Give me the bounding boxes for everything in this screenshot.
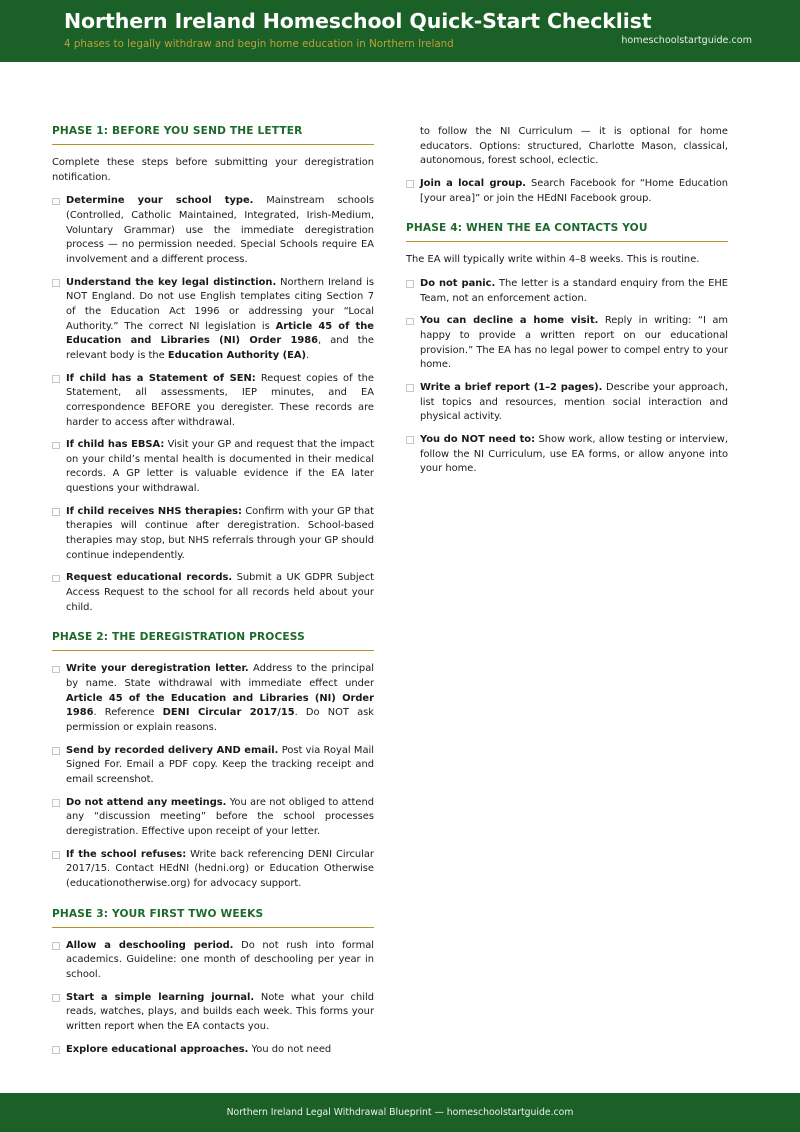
phase-2-checklist xyxy=(52,662,374,891)
checklist-item-lead: You can decline a home visit. xyxy=(420,315,599,327)
checklist-item-text xyxy=(420,314,728,373)
checklist-item[interactable] xyxy=(52,939,374,983)
phase-3-checklist xyxy=(52,939,374,1058)
checkbox-icon[interactable] xyxy=(406,436,414,444)
checkbox-icon[interactable] xyxy=(406,318,414,326)
checkbox-icon[interactable] xyxy=(52,575,60,583)
checkbox-icon[interactable] xyxy=(52,1046,60,1054)
checklist-item[interactable] xyxy=(52,796,374,840)
checklist-item-text xyxy=(66,276,374,364)
checklist-item[interactable] xyxy=(52,991,374,1035)
left-column xyxy=(52,125,374,1057)
checklist-item-body: Write back referencing DENI Circular 2017/15. Contact HEdNI (hedni.org) or Education Otherwise (educationotherwise.org) for advocacy support. xyxy=(66,848,374,889)
page-body xyxy=(0,62,800,1057)
checklist-item-body: Northern Ireland is NOT England. Do not use English templates citing Section 7 of the Education Act 1996 or addressing your “Local Authority.” The correct NI legislation is Article 45 of the Education and Libraries (NI) Order 1986, and the relevant body is the Education Authority (EA). xyxy=(66,276,374,361)
checklist-item-text xyxy=(420,177,728,206)
checklist-item-text xyxy=(66,991,374,1035)
section-phase-1 xyxy=(52,125,374,615)
checklist-item-lead: Write your deregistration letter. xyxy=(66,663,249,675)
checklist-item-lead: You do NOT need to: xyxy=(420,433,536,445)
checklist-item-lead: Do not attend any meetings. xyxy=(66,796,227,808)
checklist-item[interactable] xyxy=(406,433,728,477)
checklist-item-text xyxy=(66,194,374,267)
checklist-item[interactable] xyxy=(406,177,728,206)
phase-4-checklist xyxy=(406,277,728,477)
checklist-item-text xyxy=(66,438,374,497)
section-heading-phase-4: PHASE 4: WHEN THE EA CONTACTS YOU xyxy=(406,222,648,235)
checklist-item-body: Show work, allow testing or interview, follow the NI Curriculum, use EA forms, or allow anyone into your home. xyxy=(420,433,728,475)
checklist-item-body: Submit a UK GDPR Subject Access Request to the school for all records held about your child. xyxy=(66,572,374,613)
checklist-item-body: You are not obliged to attend any “discussion meeting” before the school processes deregistration. Effective upon receipt of your letter. xyxy=(66,796,374,837)
checklist-item-lead: Do not panic. xyxy=(420,277,496,289)
checkbox-icon[interactable] xyxy=(52,198,60,206)
checklist-item[interactable] xyxy=(52,372,374,431)
checklist-item[interactable] xyxy=(52,505,374,564)
checklist-item[interactable] xyxy=(406,314,728,373)
checklist-item-text xyxy=(420,433,728,477)
checklist-item-text xyxy=(66,505,374,564)
site-url: homeschoolstartguide.com xyxy=(621,35,752,46)
section-phase-2 xyxy=(52,631,374,891)
checklist-item-text xyxy=(420,381,728,425)
page-footer xyxy=(0,1093,800,1132)
checkbox-icon[interactable] xyxy=(52,747,60,755)
checklist-item-lead: Join a local group. xyxy=(420,177,527,189)
checkbox-icon[interactable] xyxy=(52,799,60,807)
checklist-item-lead: Send by recorded delivery AND email. xyxy=(66,744,279,756)
section-rule xyxy=(52,927,374,928)
checklist-item-lead: Explore educational approaches. xyxy=(66,1043,249,1055)
checkbox-icon[interactable] xyxy=(406,280,414,288)
checklist-item-lead: Understand the key legal distinction. xyxy=(66,276,277,288)
checklist-item-lead: If child has EBSA: xyxy=(66,439,165,451)
checklist-item[interactable] xyxy=(52,276,374,364)
checklist-item-lead: Write a brief report (1–2 pages). xyxy=(420,381,603,393)
checklist-item-text xyxy=(66,939,374,983)
checklist-item-text xyxy=(66,571,374,615)
checklist-item[interactable] xyxy=(52,744,374,788)
checklist-item-body: Do not rush into formal academics. Guideline: one month of deschooling per year in school. xyxy=(66,939,374,980)
checklist-item-text xyxy=(66,372,374,431)
checklist-item-body: Mainstream schools (Controlled, Catholic Maintained, Integrated, Irish-Medium, Voluntary Grammar) use the immediate deregistration process — no permission needed. Special Schools require EA involvement and a different process. xyxy=(66,195,374,265)
phase-1-checklist xyxy=(52,194,374,615)
checklist-item-lead: Allow a deschooling period. xyxy=(66,939,234,951)
checklist-item-body: The letter is a standard enquiry from the EHE Team, not an enforcement action. xyxy=(420,277,728,304)
section-heading-phase-3: PHASE 3: YOUR FIRST TWO WEEKS xyxy=(52,907,264,920)
checkbox-icon[interactable] xyxy=(52,279,60,287)
checklist-item[interactable] xyxy=(52,571,374,615)
checklist-item-body: You do not need xyxy=(248,1043,332,1055)
right-column xyxy=(406,125,728,493)
page-header xyxy=(0,0,800,62)
checklist-item-body: Request copies of the Statement, all assessments, IEP minutes, and EA correspondence BEFORE you deregister. These records are harder to access after withdrawal. xyxy=(66,372,374,428)
checklist-item-body: Post via Royal Mail Signed For. Email a PDF copy. Keep the tracking receipt and email screenshot. xyxy=(66,744,374,785)
checklist-item-text xyxy=(420,277,728,306)
section-heading-phase-1: PHASE 1: BEFORE YOU SEND THE LETTER xyxy=(52,125,303,137)
checklist-item-lead: If child receives NHS therapies: xyxy=(66,505,243,517)
checklist-item[interactable] xyxy=(52,194,374,267)
checklist-item-lead: If child has a Statement of SEN: xyxy=(66,372,256,384)
two-column-layout xyxy=(52,125,748,1057)
checklist-item-lead: Determine your school type. xyxy=(66,195,254,207)
checklist-item[interactable] xyxy=(406,277,728,306)
checklist-item-lead: If the school refuses: xyxy=(66,848,187,860)
section-rule xyxy=(52,650,374,651)
checkbox-icon[interactable] xyxy=(52,666,60,674)
checkbox-icon[interactable] xyxy=(52,851,60,859)
checkbox-icon[interactable] xyxy=(406,384,414,392)
phase-3-checklist-continued xyxy=(406,177,728,206)
phase-3-continuation-text: to follow the NI Curriculum — it is optional for home educators. Options: structured, Charlotte Mason, classical, autonomous, forest school, eclectic. xyxy=(420,126,728,167)
checklist-item-body: Reply in writing: “I am happy to provide a written report on our educational provision.” The EA has no legal power to compel entry to your home. xyxy=(420,315,728,371)
footer-text: Northern Ireland Legal Withdrawal Blueprint — homeschoolstartguide.com xyxy=(226,1107,574,1118)
checklist-item-body: Describe your approach, list topics and resources, mention social interaction and physical activity. xyxy=(420,381,728,423)
checklist-item-text xyxy=(66,796,374,840)
checklist-item-body: Search Facebook for “Home Education [your area]” or join the HEdNI Facebook group. xyxy=(420,177,729,204)
checkbox-icon[interactable] xyxy=(52,994,60,1002)
checkbox-icon[interactable] xyxy=(52,508,60,516)
checklist-item-text xyxy=(66,1043,374,1058)
checklist-item-body: Confirm with your GP that therapies will continue after deregistration. School-based therapies may stop, but NHS referrals through your GP should continue independently. xyxy=(66,505,375,561)
checkbox-icon[interactable] xyxy=(52,442,60,450)
section-heading-phase-2: PHASE 2: THE DEREGISTRATION PROCESS xyxy=(52,631,305,644)
checkbox-icon[interactable] xyxy=(52,375,60,383)
phase-4-intro: The EA will typically write within 4–8 weeks. This is routine. xyxy=(406,254,700,266)
section-phase-3 xyxy=(52,908,374,1058)
checklist-item[interactable] xyxy=(52,1043,374,1058)
checklist-item[interactable] xyxy=(52,662,374,735)
page-subtitle: 4 phases to legally withdraw and begin home education in Northern Ireland xyxy=(64,37,454,50)
section-phase-3-continued xyxy=(406,125,728,206)
page-title: Northern Ireland Homeschool Quick-Start Checklist xyxy=(64,9,652,33)
checklist-item[interactable] xyxy=(406,381,728,425)
checklist-item-body: Visit your GP and request that the impact on your child’s mental health is documented in their medical records. A GP letter is valuable evidence if the EA later questions your withdrawal. xyxy=(66,439,374,495)
checklist-item-body: Address to the principal by name. State withdrawal with immediate effect under Article 45 of the Education and Libraries (NI) Order 1986. Reference DENI Circular 2017/15. Do NOT ask permission or explain reasons. xyxy=(66,663,374,733)
checklist-item-text xyxy=(66,662,374,735)
checklist-item[interactable] xyxy=(52,848,374,892)
section-rule xyxy=(406,241,728,242)
checkbox-icon[interactable] xyxy=(52,942,60,950)
checkbox-icon[interactable] xyxy=(406,180,414,188)
checklist-item-text xyxy=(66,848,374,892)
checklist-item-lead: Start a simple learning journal. xyxy=(66,991,255,1003)
section-rule xyxy=(52,144,374,145)
checklist-item-lead: Request educational records. xyxy=(66,572,233,584)
checklist-item[interactable] xyxy=(52,438,374,497)
checklist-item-text xyxy=(66,744,374,788)
phase-1-intro: Complete these steps before submitting your deregistration notification. xyxy=(52,157,374,183)
section-phase-4 xyxy=(406,222,728,477)
checklist-item-body: Note what your child reads, watches, plays, and builds each week. This forms your written report when the EA contacts you. xyxy=(66,991,374,1032)
